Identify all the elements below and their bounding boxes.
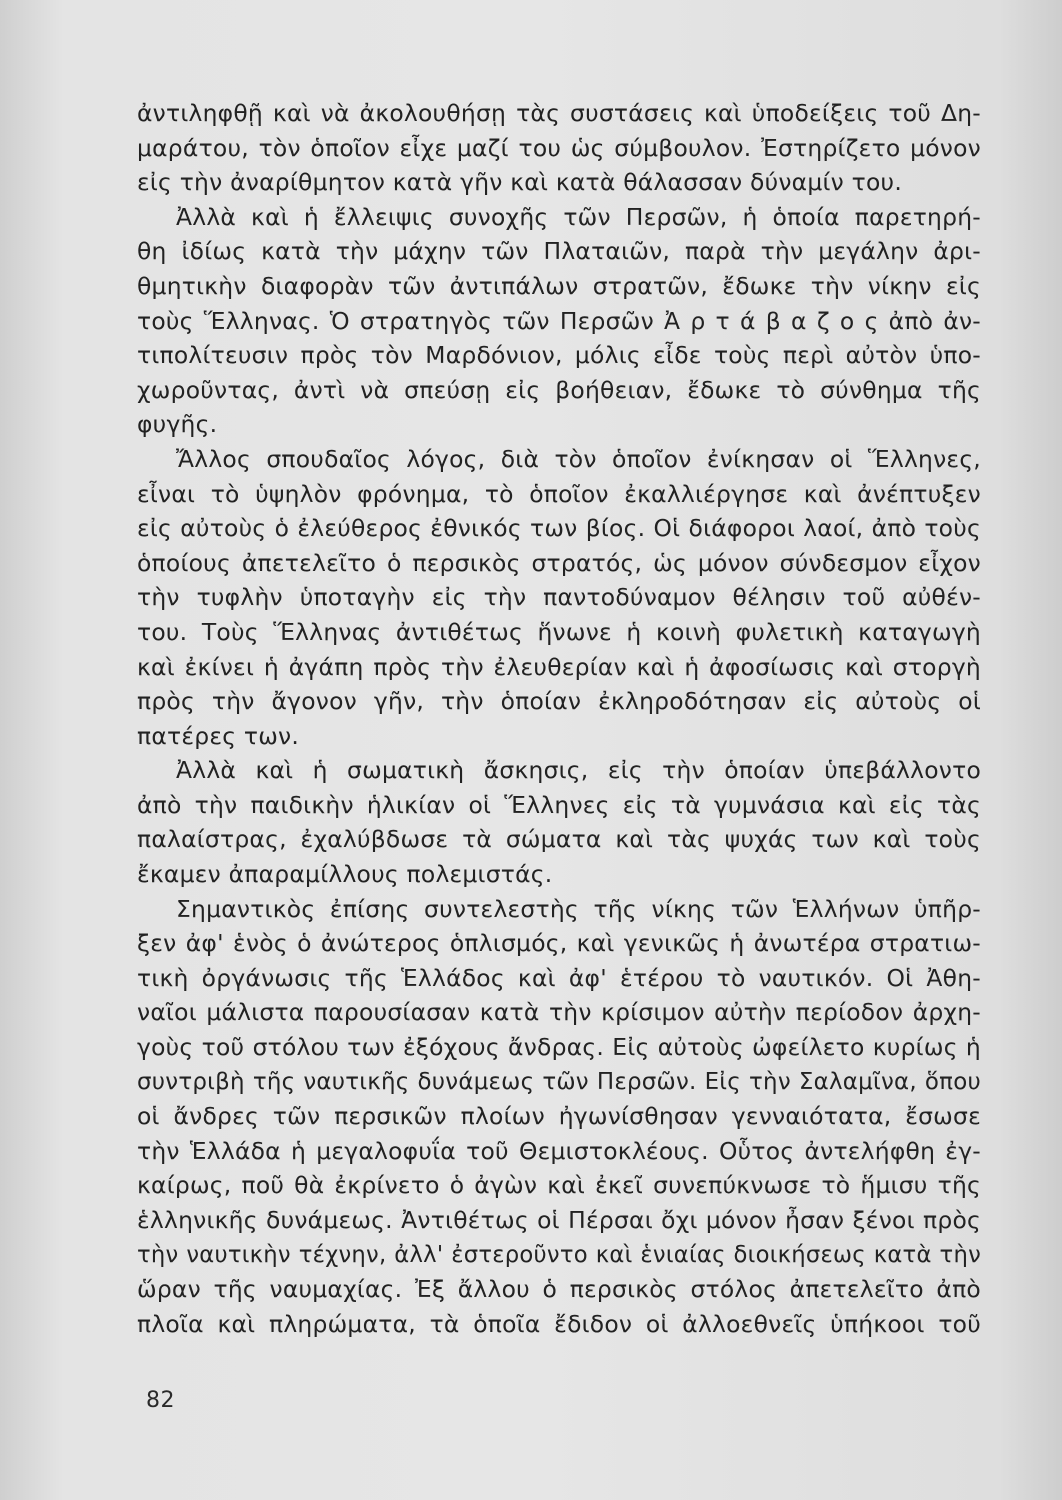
text-line: γοὺς τοῦ στόλου των ἐξόχους ἄνδρας. Εἰς αὐτοὺς ὠφείλετο κυρίως ἡ: [137, 1033, 981, 1062]
text-line: εἰς αὐτοὺς ὁ ἐλεύθερος ἐθνικός των βίος. Οἱ διάφοροι λαοί, ἀπὸ τοὺς: [137, 514, 981, 543]
text-line: τὴν ναυτικὴν τέχνην, ἀλλ' ἐστεροῦντο καὶ ἑνιαίας διοικήσεως κατὰ τὴν: [137, 1241, 981, 1268]
text-line: τὴν τυφλὴν ὑποταγὴν εἰς τὴν παντοδύναμον θέλησιν τοῦ αὐθέν-: [137, 583, 981, 612]
text-line: θη ἰδίως κατὰ τὴν μάχην τῶν Πλαταιῶν, παρὰ τὴν μεγάλην ἀρι-: [137, 237, 981, 266]
text-line: τοὺς Ἕλληνας. Ὁ στρατηγὸς τῶν Περσῶν Ἀ ρ τ ά β α ζ ο ς ἀπὸ ἀν-: [137, 306, 981, 335]
text-line: τιπολίτευσιν πρὸς τὸν Μαρδόνιον, μόλις εἶδε τοὺς περὶ αὐτὸν ὑπο-: [137, 341, 981, 370]
text-line: τικὴ ὀργάνωσις τῆς Ἑλλάδος καὶ ἀφ' ἑτέρου τὸ ναυτικόν. Οἱ Ἀθη-: [137, 963, 981, 992]
text-line: εἰς τὴν ἀναρίθμητον κατὰ γῆν καὶ κατὰ θάλασσαν δύναμίν του.: [137, 168, 903, 197]
text-line: ἔκαμεν ἀπαραμίλλους πολεμιστάς.: [137, 860, 553, 889]
text-line: Σημαντικὸς ἐπίσης συντελεστὴς τῆς νίκης τῶν Ἑλλήνων ὑπῆρ-: [176, 894, 981, 923]
text-line: ξεν ἀφ' ἑνὸς ὁ ἀνώτερος ὁπλισμός, καὶ γενικῶς ἡ ἀνωτέρα στρατιω-: [137, 929, 981, 958]
text-line: ἀντιληφθῇ καὶ νὰ ἀκολουθήσῃ τὰς συστάσεις καὶ ὑποδείξεις τοῦ Δη-: [137, 99, 981, 127]
text-line: πατέρες των.: [137, 721, 300, 750]
text-line: πλοῖα καὶ πληρώματα, τὰ ὁποῖα ἔδιδον οἱ ἀλλοεθνεῖς ὑπήκοοι τοῦ: [137, 1309, 981, 1338]
page-number: 82: [146, 1388, 175, 1413]
body-text: [137, 96, 981, 1341]
text-line: ὁποίους ἀπετελεῖτο ὁ περσικὸς στρατός, ὡς μόνον σύνδεσμον εἶχον: [137, 548, 981, 577]
text-line: εἶναι τὸ ὑψηλὸν φρόνημα, τὸ ὁποῖον ἐκαλλιέργησε καὶ ἀνέπτυξεν: [137, 479, 981, 508]
text-line: θμητικὴν διαφορὰν τῶν ἀντιπάλων στρατῶν, ἔδωκε τὴν νίκην εἰς: [137, 271, 981, 300]
text-line: Ἄλλος σπουδαῖος λόγος, διὰ τὸν ὁποῖον ἐνίκησαν οἱ Ἕλληνες,: [176, 444, 981, 473]
text-line: παλαίστρας, ἐχαλύβδωσε τὰ σώματα καὶ τὰς ψυχάς των καὶ τοὺς: [137, 825, 981, 854]
text-line: μαράτου, τὸν ὁποῖον εἶχε μαζί του ὡς σύμβουλον. Ἐστηρίζετο μόνον: [137, 133, 981, 162]
text-line: του. Τοὺς Ἕλληνας ἀντιθέτως ἥνωνε ἡ κοινὴ φυλετικὴ καταγωγὴ: [137, 617, 981, 646]
text-line: ναῖοι μάλιστα παρουσίασαν κατὰ τὴν κρίσιμον αὐτὴν περίοδον ἀρχη-: [137, 998, 981, 1027]
text-line: ὥραν τῆς ναυμαχίας. Ἐξ ἄλλου ὁ περσικὸς στόλος ἀπετελεῖτο ἀπὸ: [137, 1275, 981, 1304]
text-line: Ἀλλὰ καὶ ἡ ἔλλειψις συνοχῆς τῶν Περσῶν, ἡ ὁποία παρετηρή-: [176, 202, 981, 231]
text-line: ἑλληνικῆς δυνάμεως. Ἀντιθέτως οἱ Πέρσαι ὄχι μόνον ἦσαν ξένοι πρὸς: [137, 1206, 981, 1234]
text-line: καίρως, ποῦ θὰ ἐκρίνετο ὁ ἀγὼν καὶ ἐκεῖ συνεπύκνωσε τὸ ἥμισυ τῆς: [137, 1171, 981, 1200]
text-line: τὴν Ἑλλάδα ἡ μεγαλοφυΐα τοῦ Θεμιστοκλέους. Οὗτος ἀντελήφθη ἐγ-: [137, 1136, 981, 1165]
text-line: Ἀλλὰ καὶ ἡ σωματικὴ ἄσκησις, εἰς τὴν ὁποίαν ὑπεβάλλοντο: [176, 756, 981, 785]
text-line: συντριβὴ τῆς ναυτικῆς δυνάμεως τῶν Περσῶν. Εἰς τὴν Σαλαμῖνα, ὅπου: [137, 1068, 981, 1095]
text-line: καὶ ἐκίνει ἡ ἀγάπη πρὸς τὴν ἐλευθερίαν καὶ ἡ ἀφοσίωσις καὶ στοργὴ: [137, 652, 981, 681]
text-line: οἱ ἄνδρες τῶν περσικῶν πλοίων ἠγωνίσθησαν γενναιότατα, ἔσωσε: [137, 1102, 981, 1131]
text-line: φυγῆς.: [137, 410, 218, 439]
text-line: ἀπὸ τὴν παιδικὴν ἡλικίαν οἱ Ἕλληνες εἰς τὰ γυμνάσια καὶ εἰς τὰς: [137, 790, 981, 819]
text-line: χωροῦντας, ἀντὶ νὰ σπεύσῃ εἰς βοήθειαν, ἔδωκε τὸ σύνθημα τῆς: [137, 375, 981, 404]
text-line: πρὸς τὴν ἄγονον γῆν, τὴν ὁποίαν ἐκληροδότησαν εἰς αὐτοὺς οἱ: [137, 687, 981, 716]
